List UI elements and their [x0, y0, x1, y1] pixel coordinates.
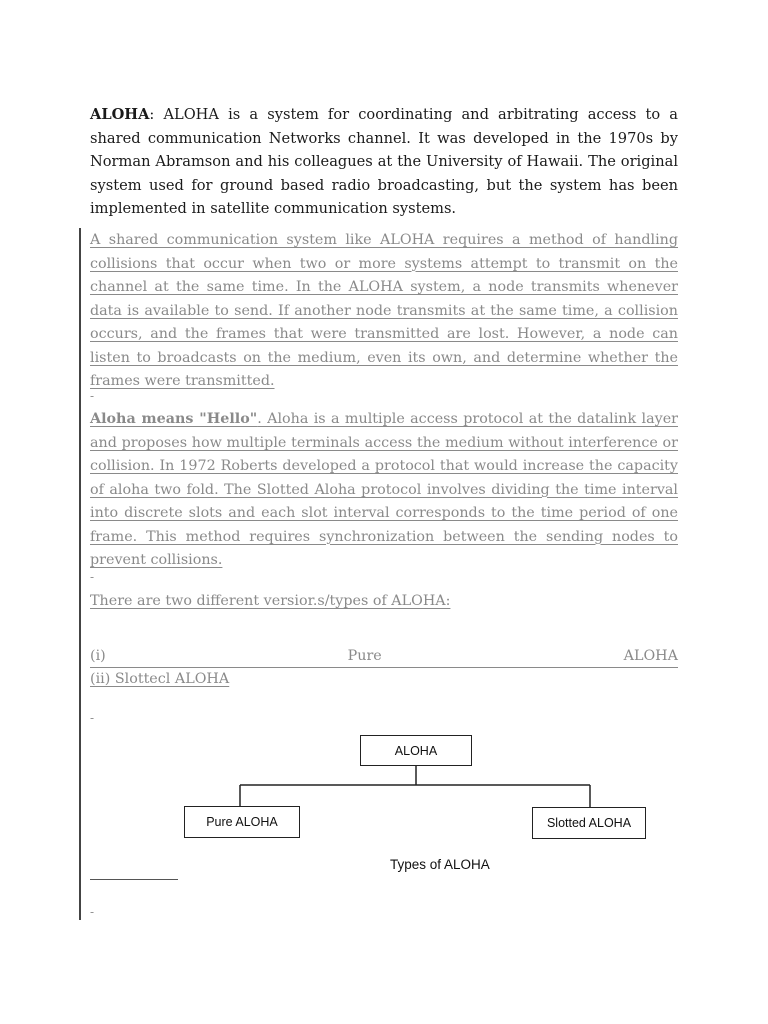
collision-paragraph: A shared communication system like ALOHA requires a method of handling collisions that occur when two or more systems attempt to transmit on the channel at the same time. In the ALOHA system, a node transmits whenever data is available to send. If another node transmits at the same time, a collision occurs, and the frames that were transmitted are lost. However, a node can listen to broadcasts on the medium, even its own, and determine whether the frames were transmitted. [90, 232, 678, 389]
types-intro: There are two different versior.s/types of ALOHA: [90, 593, 451, 609]
revision-bar [79, 228, 81, 920]
intro-text: ALOHA is a system for coordinating and arbitrating access to a shared communication Networks channel. It was developed in the 1970s by Norman Abramson and his colleagues at the University of Hawaii. The original system used for ground based radio broadcasting, but the system has been implemented in satellite communication systems. [90, 106, 678, 218]
diagram-caption: Types of ALOHA [390, 857, 490, 872]
footnote-rule [90, 879, 178, 880]
intro-colon: : [149, 106, 155, 123]
type-item-slotted: (ii) Slottecl ALOHA [90, 671, 230, 687]
aloha-hello-paragraph [90, 408, 678, 573]
separator-dash: - [90, 711, 95, 725]
diagram-pure-box: Pure ALOHA [184, 806, 300, 838]
hello-lead-term: Aloha means "Hello" [90, 411, 258, 427]
pure-number: (i) [90, 648, 106, 664]
type-item-pure [90, 645, 678, 668]
intro-paragraph [90, 103, 678, 221]
diagram-slotted-box: Slotted ALOHA [532, 807, 646, 839]
intro-lead-term: ALOHA [90, 106, 150, 123]
aloha-types-diagram [180, 730, 650, 880]
separator-dash: - [90, 389, 95, 403]
hello-text: . Aloha is a multiple access protocol at the datalink layer and proposes how multiple terminals access the medium without interference or collision. In 1972 Roberts developed a protocol that would increase the capacity of aloha two fold. The Slotted Aloha protocol involves dividing the time interval into discrete slots and each slot interval corresponds to the time period of one frame. This method requires synchronization between the sending nodes to prevent collisions. [90, 411, 678, 568]
pure-aloha: ALOHA [623, 648, 678, 664]
separator-dash: - [90, 570, 95, 584]
separator-dash: - [90, 905, 95, 919]
pure-word: Pure [347, 648, 382, 664]
diagram-root-box: ALOHA [360, 735, 472, 766]
